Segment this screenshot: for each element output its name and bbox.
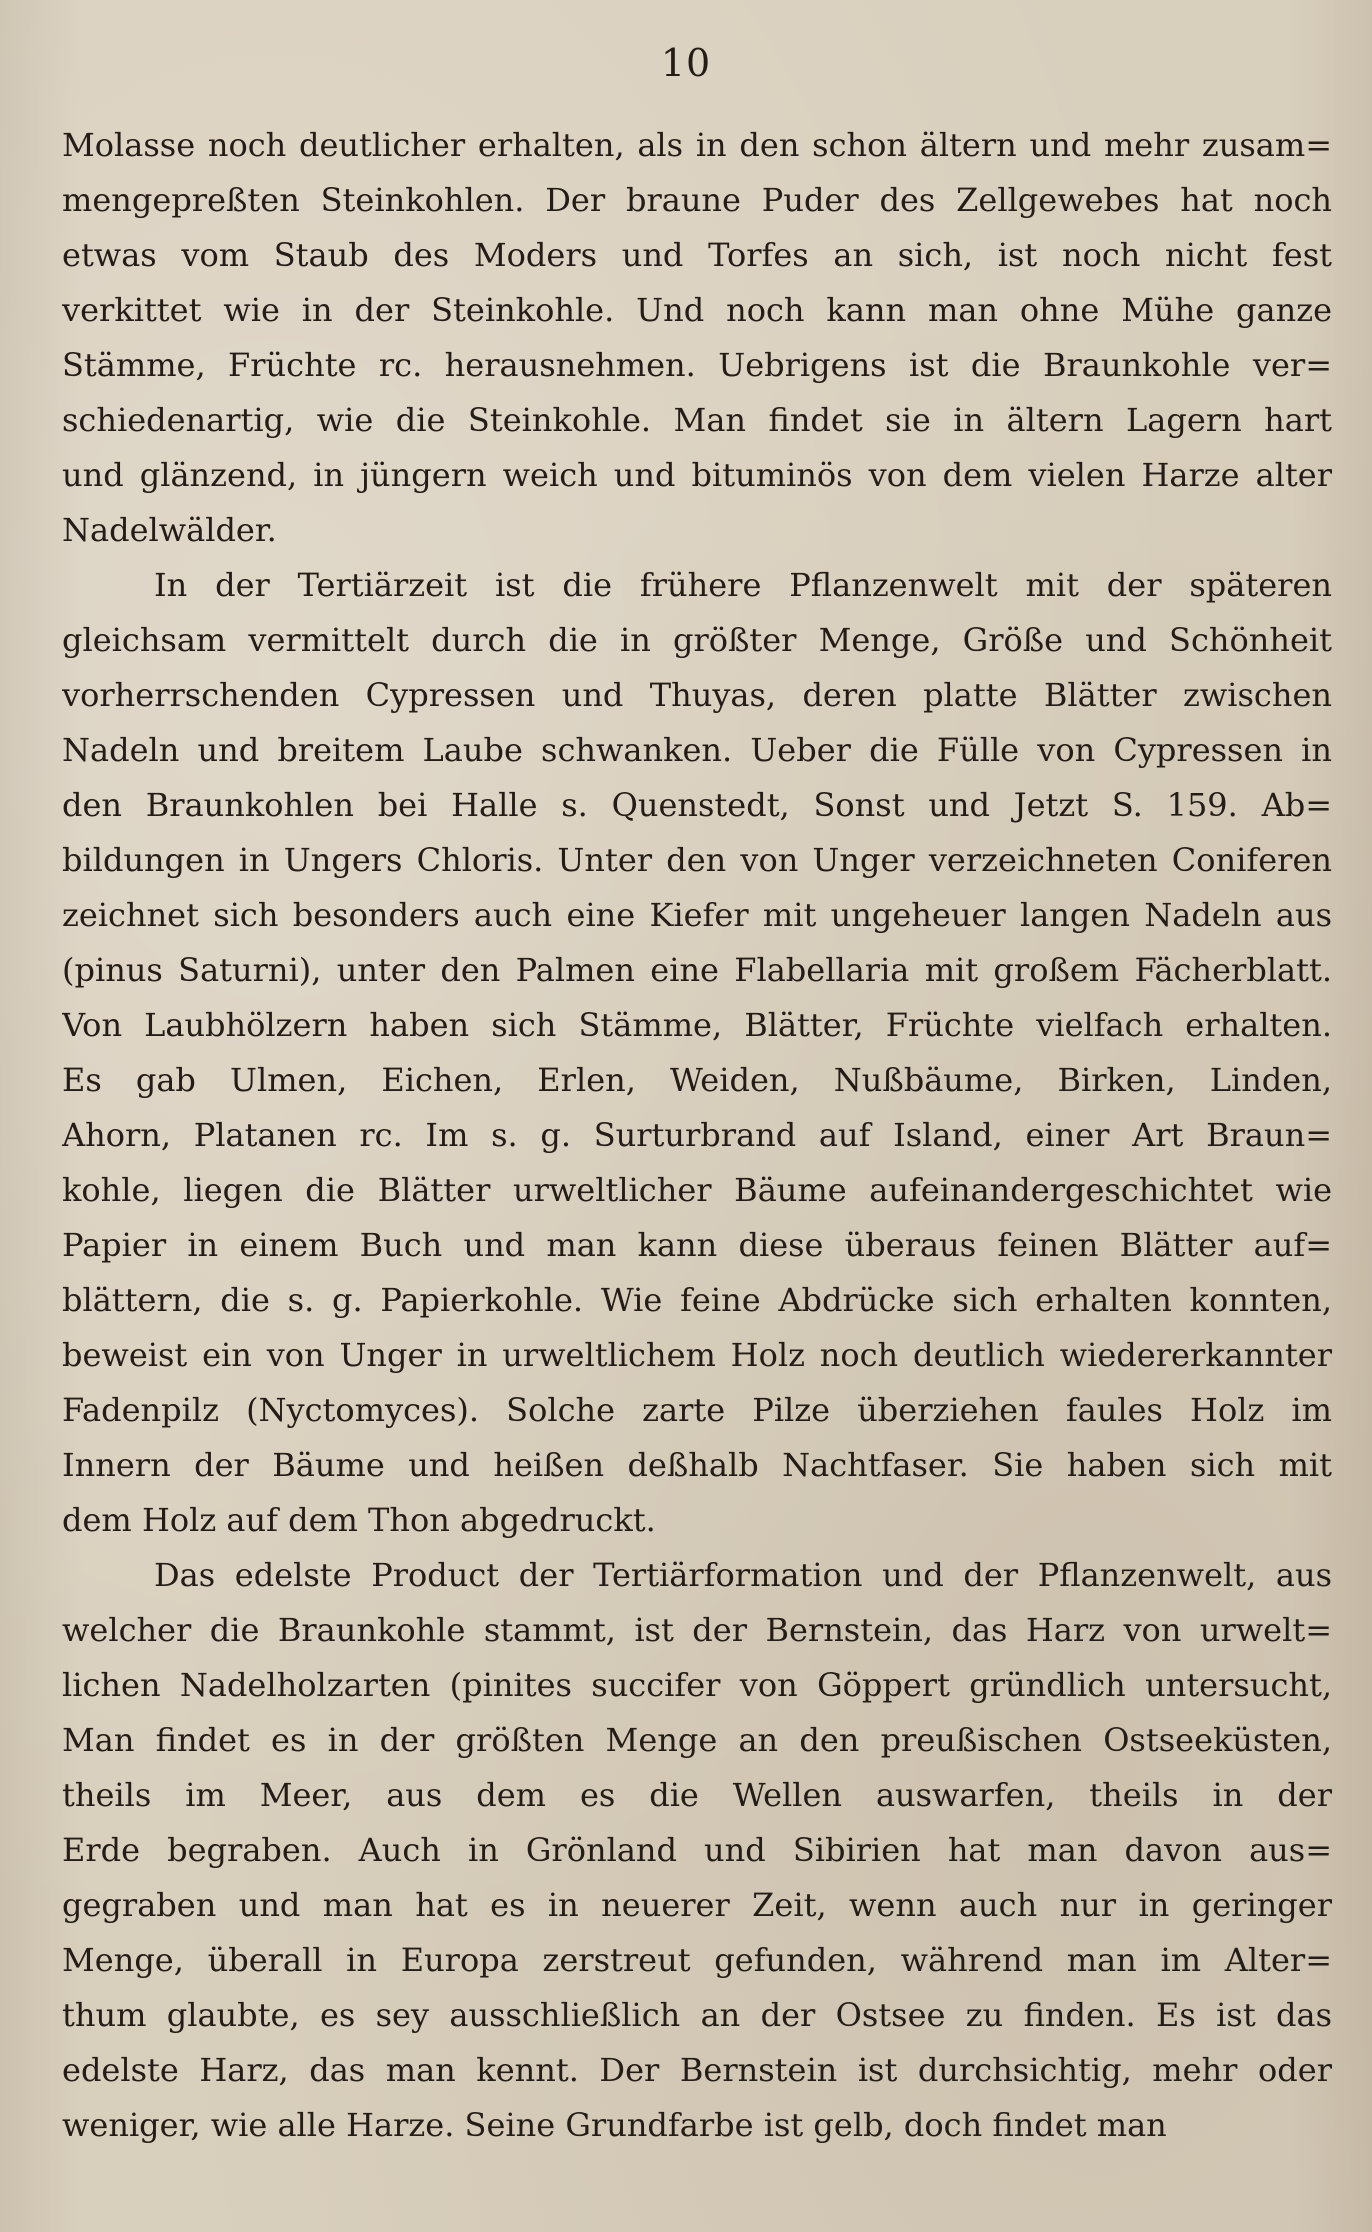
text-line: Man findet es in der größten Menge an den preußischen Ostseeküsten, (62, 1721, 1332, 1759)
text-line: etwas vom Staub des Moders und Torfes an sich, ist noch nicht fest (62, 236, 1332, 274)
text-line: bildungen in Ungers Chloris. Unter den von Unger verzeichneten Coniferen (62, 841, 1332, 879)
text-line: lichen Nadelholzarten (pinites succifer von Göppert gründlich untersucht, (62, 1666, 1332, 1704)
text-line: (pinus Saturni), unter den Palmen eine Flabellaria mit großem Fächerblatt. (62, 951, 1332, 989)
text-line: gegraben und man hat es in neuerer Zeit, wenn auch nur in geringer (62, 1886, 1332, 1924)
paragraph-first-line: In der Tertiärzeit ist die frühere Pflanzenwelt mit der späteren (154, 566, 1332, 604)
text-line: dem Holz auf dem Thon abgedruckt. (62, 1501, 656, 1539)
text-line: und glänzend, in jüngern weich und bituminös von dem vielen Harze alter (62, 456, 1332, 494)
page-number: 10 (660, 41, 712, 85)
text-line: Stämme, Früchte rc. herausnehmen. Uebrigens ist die Braunkohle ver= (62, 346, 1332, 384)
text-line: edelste Harz, das man kennt. Der Bernstein ist durchsichtig, mehr oder (62, 2051, 1332, 2089)
text-line: Ahorn, Platanen rc. Im s. g. Surturbrand auf Island, einer Art Braun= (62, 1116, 1332, 1154)
text-line: gleichsam vermittelt durch die in größter Menge, Größe und Schönheit (62, 621, 1332, 659)
text-line: Menge, überall in Europa zerstreut gefunden, während man im Alter= (62, 1941, 1332, 1979)
text-line: mengepreßten Steinkohlen. Der braune Puder des Zellgewebes hat noch (62, 181, 1332, 219)
text-line: zeichnet sich besonders auch eine Kiefer mit ungeheuer langen Nadeln aus (62, 896, 1332, 934)
text-line: Nadeln und breitem Laube schwanken. Ueber die Fülle von Cypressen in (62, 731, 1332, 769)
text-line: Es gab Ulmen, Eichen, Erlen, Weiden, Nußbäume, Birken, Linden, (62, 1061, 1332, 1099)
text-line: Nadelwälder. (62, 511, 277, 549)
text-line: vorherrschenden Cypressen und Thuyas, deren platte Blätter zwischen (62, 676, 1332, 714)
text-line: schiedenartig, wie die Steinkohle. Man findet sie in ältern Lagern hart (62, 401, 1332, 439)
page-text (62, 118, 1332, 2153)
text-line: verkittet wie in der Steinkohle. Und noch kann man ohne Mühe ganze (62, 291, 1332, 329)
text-line: Innern der Bäume und heißen deßhalb Nachtfaser. Sie haben sich mit (62, 1446, 1332, 1484)
text-line: welcher die Braunkohle stammt, ist der Bernstein, das Harz von urwelt= (62, 1611, 1332, 1649)
text-line: weniger, wie alle Harze. Seine Grundfarbe ist gelb, doch findet man (62, 2106, 1167, 2144)
text-line: theils im Meer, aus dem es die Wellen auswarfen, theils in der (62, 1776, 1332, 1814)
text-line: Fadenpilz (Nyctomyces). Solche zarte Pilze überziehen faules Holz im (62, 1391, 1332, 1429)
text-line: Von Laubhölzern haben sich Stämme, Blätter, Früchte vielfach erhalten. (62, 1006, 1332, 1044)
text-line: beweist ein von Unger in urweltlichem Holz noch deutlich wiedererkannter (62, 1336, 1332, 1374)
text-line: kohle, liegen die Blätter urweltlicher Bäume aufeinandergeschichtet wie (62, 1171, 1332, 1209)
text-line: blättern, die s. g. Papierkohle. Wie feine Abdrücke sich erhalten konnten, (62, 1281, 1332, 1319)
text-line: Molasse noch deutlicher erhalten, als in den schon ältern und mehr zusam= (62, 126, 1332, 164)
text-line: den Braunkohlen bei Halle s. Quenstedt, Sonst und Jetzt S. 159. Ab= (62, 786, 1332, 824)
paragraph-first-line: Das edelste Product der Tertiärformation und der Pflanzenwelt, aus (154, 1556, 1332, 1594)
text-line: thum glaubte, es sey ausschließlich an der Ostsee zu finden. Es ist das (62, 1996, 1332, 2034)
text-line: Papier in einem Buch und man kann diese überaus feinen Blätter auf= (62, 1226, 1332, 1264)
text-line: Erde begraben. Auch in Grönland und Sibirien hat man davon aus= (62, 1831, 1332, 1869)
